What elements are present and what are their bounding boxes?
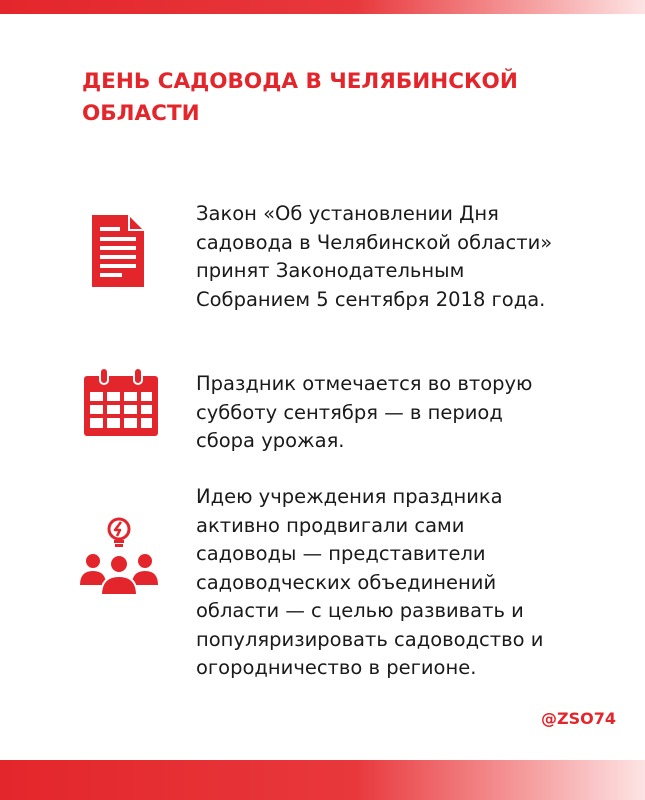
bottom-gradient-bar <box>0 760 645 800</box>
title-line-2: ОБЛАСТИ <box>82 101 200 126</box>
title-line-1: ДЕНЬ САДОВОДА В ЧЕЛЯБИНСКОЙ <box>82 69 518 94</box>
social-handle: @ZSO74 <box>541 709 616 728</box>
fact-initiative-text: Идею учреждения праздника активно продвигали сами садоводы — представители садоводческих объединений области — с целью развивать и популяризировать садоводство и огородничество в регионе. <box>196 485 544 679</box>
document-icon <box>90 213 146 289</box>
calendar-icon <box>84 368 158 436</box>
fact-date-text: Праздник отмечается во вторую субботу сентября — в период сбора урожая. <box>196 372 533 452</box>
top-gradient-bar <box>0 0 645 14</box>
page-title <box>82 66 552 130</box>
fact-law-text: Закон «Об установлении Дня садовода в Челябинской области» принят Законодательным Собранием 5 сентября 2018 года. <box>196 202 553 311</box>
people-idea-icon <box>80 517 158 595</box>
